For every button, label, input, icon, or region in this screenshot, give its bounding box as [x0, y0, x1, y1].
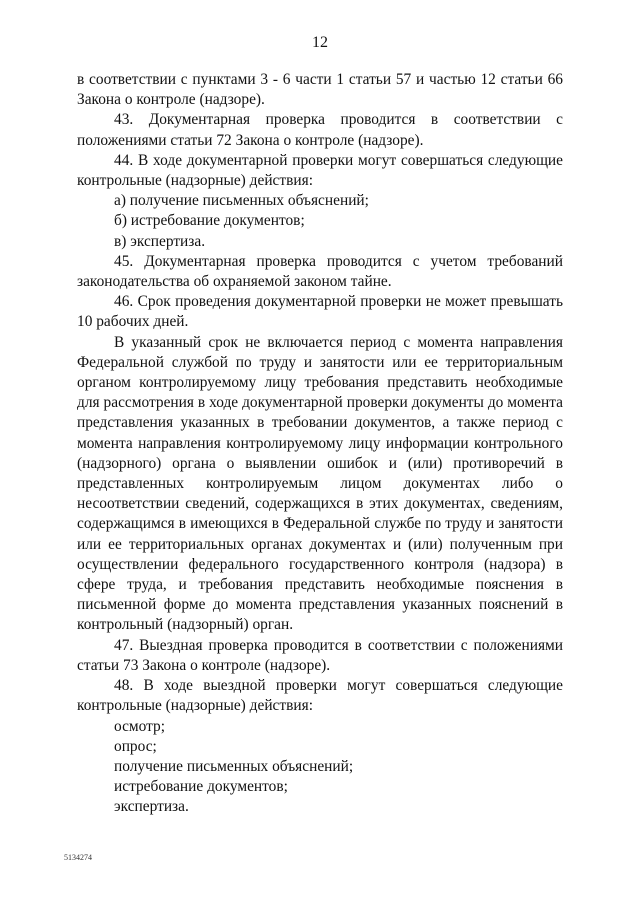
list-item-inspection: осмотр;	[114, 717, 166, 735]
paragraph-43: 43. Документарная проверка проводится в соответствии с положениями статьи 72 Закона о контроле (надзоре).	[77, 111, 563, 149]
paragraph-44: 44. В ходе документарной проверки могут совершаться следующие контрольные (надзорные) действия:	[77, 151, 563, 190]
paragraph-45: 45. Документарная проверка проводится с учетом требований законодательства об охраняемой законом тайне.	[77, 252, 563, 291]
list-item-a: а) получение письменных объяснений;	[114, 192, 369, 210]
list-item-expertise: экспертиза.	[114, 798, 189, 816]
page-number: 12	[312, 34, 328, 51]
paragraph-46: 46. Срок проведения документарной проверки не может превышать 10 рабочих дней.	[77, 293, 563, 331]
list-item-b: б) истребование документов;	[114, 212, 305, 230]
list-item-v: в) экспертиза.	[114, 232, 206, 250]
document-body	[77, 70, 563, 818]
paragraph-46-exclusions: В указанный срок не включается период с момента направления Федеральной службой по труду и занятости или ее территориальным органом контролируемому лицу требования представить необходимые для рассмотрения в ходе документарной проверки документы до момента представления указанных в требовании документов, а также период с момента направления контролируемому лицу информации контрольного (надзорного) органа о выявлении ошибок и (или) противоречий в представленных контролируемым лицом документах либо о несоответствии сведений, содержащихся в этих документах, сведениям, содержащимся в имеющихся в Федеральной службе по труду и занятости или ее территориальных органах документах и (или) полученным при осуществлении федерального государственного контроля (надзора) в сфере труда, и требования представить необходимые пояснения в письменной форме до момента представления указанных пояснений в контрольный (надзорный) орган.	[77, 333, 563, 634]
paragraph-47: 47. Выездная проверка проводится в соответствии с положениями статьи 73 Закона о контроле (надзоре).	[77, 636, 563, 674]
list-item-documents: истребование документов;	[114, 778, 288, 796]
list-item-explanations: получение письменных объяснений;	[114, 757, 354, 775]
paragraph-48: 48. В ходе выездной проверки могут совершаться следующие контрольные (надзорные) действия:	[77, 677, 563, 715]
paragraph-continuation: в соответствии с пунктами 3 - 6 части 1 статьи 57 и частью 12 статьи 66 Закона о контроле (надзоре).	[77, 71, 563, 109]
list-item-survey: опрос;	[114, 737, 157, 755]
document-code: 5134274	[64, 853, 92, 862]
